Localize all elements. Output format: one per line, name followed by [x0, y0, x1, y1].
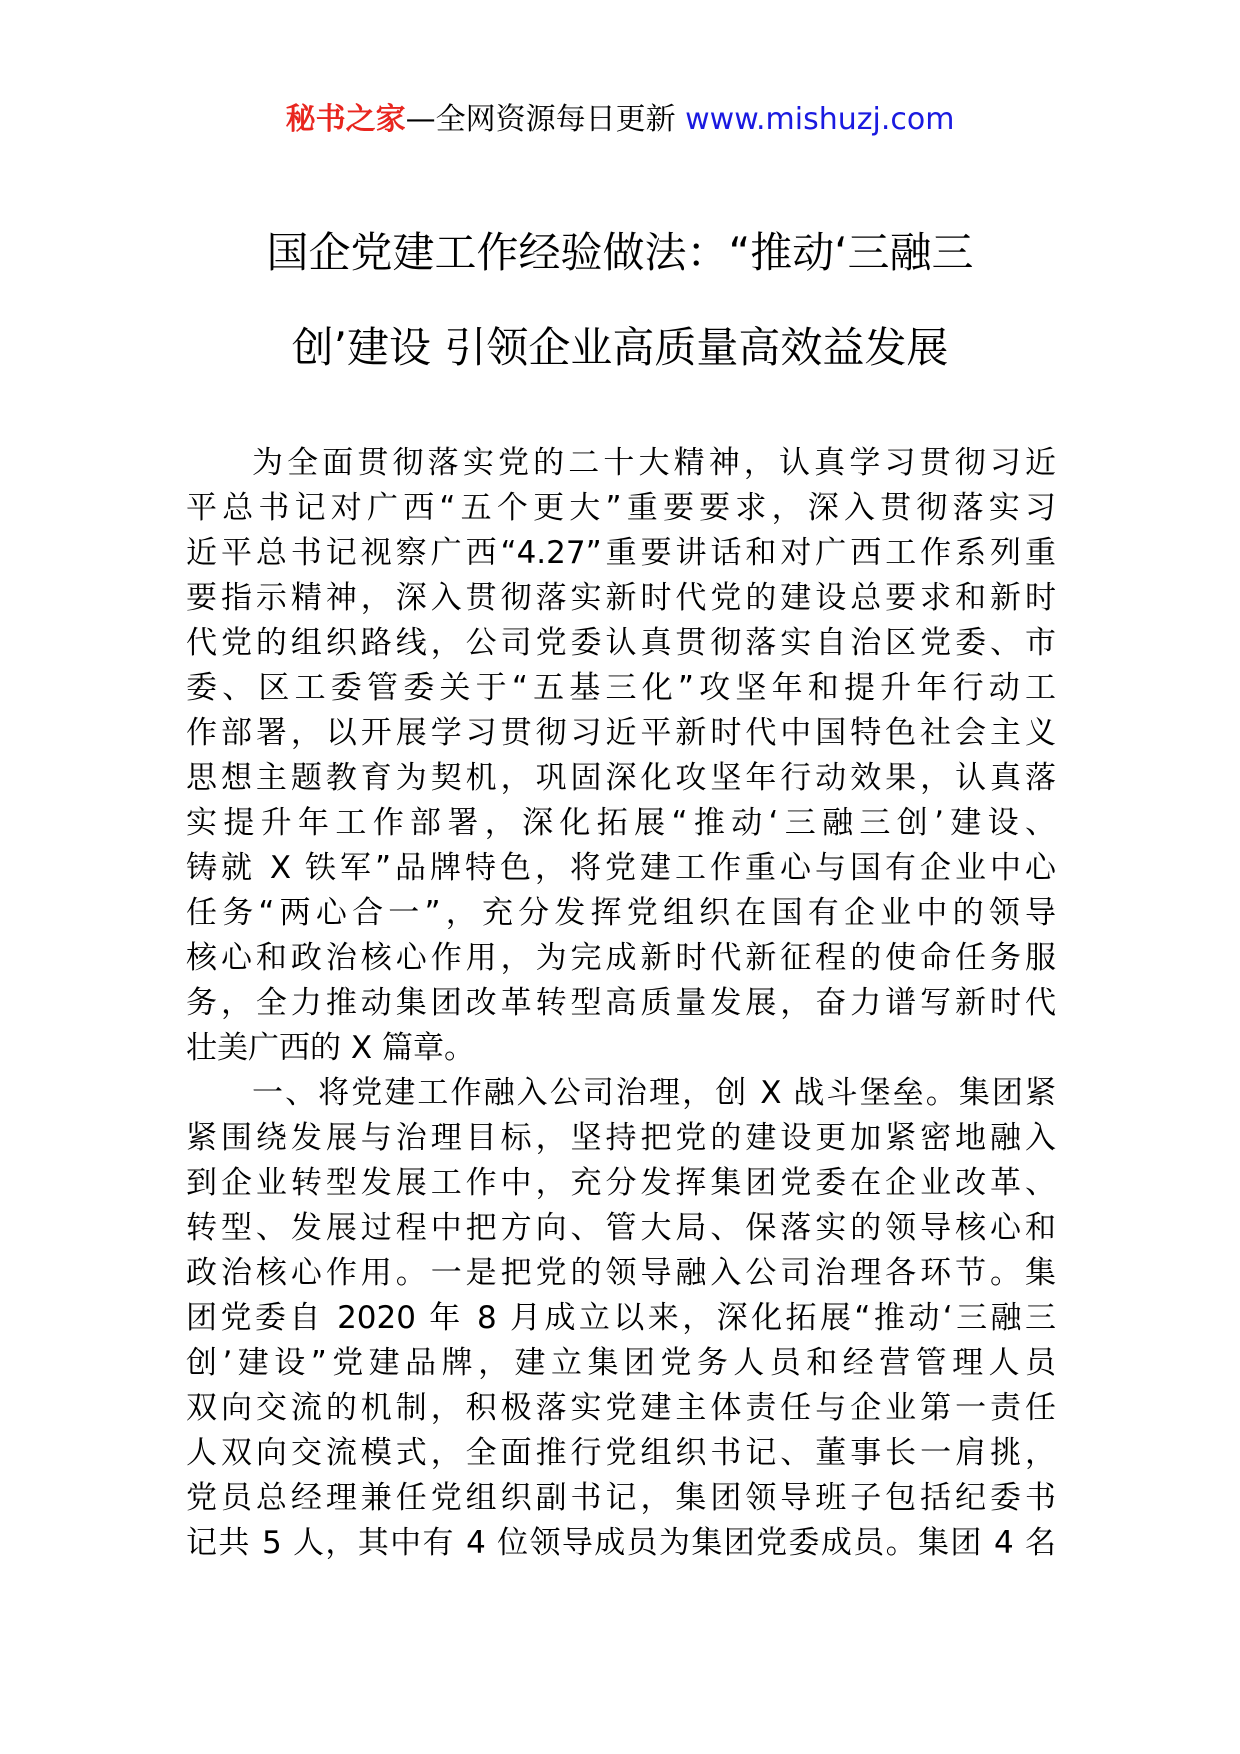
body-line: 转型、发展过程中把方向、管大局、保落实的领导核心和	[186, 1210, 1056, 1246]
body-line: 铸就 X 铁军”品牌特色，将党建工作重心与国有企业中心	[186, 850, 1056, 886]
body-line: 党员总经理兼任党组织副书记，集团领导班子包括纪委书	[186, 1480, 1056, 1516]
body-line: 壮美广西的 X 篇章。	[186, 1030, 475, 1066]
document-title	[150, 205, 1090, 395]
body-line: 人双向交流模式，全面推行党组织书记、董事长一肩挑，	[186, 1435, 1056, 1471]
body-line: 记共 5 人，其中有 4 位领导成员为集团党委成员。集团 4 名	[186, 1525, 1056, 1561]
body-line: 代党的组织路线，公司党委认真贯彻落实自治区党委、市	[186, 625, 1056, 661]
body-line: 政治核心作用。一是把党的领导融入公司治理各环节。集	[186, 1255, 1056, 1291]
title-line-2: 创’建设 引领企业高质量高效益发展	[291, 323, 949, 372]
site-url-link[interactable]: www.mishuzj.com	[685, 102, 955, 137]
body-line: 近平总书记视察广西“4.27”重要讲话和对广西工作系列重	[186, 535, 1056, 571]
body-line: 平总书记对广西“五个更大”重要要求，深入贯彻落实习	[186, 490, 1056, 526]
body-line: 创’建设”党建品牌，建立集团党务人员和经营管理人员	[186, 1345, 1056, 1381]
title-line-1: 国企党建工作经验做法：“推动‘三融三	[266, 228, 974, 277]
body-line: 紧围绕发展与治理目标，坚持把党的建设更加紧密地融入	[186, 1120, 1056, 1156]
site-header	[0, 100, 1240, 140]
body-line: 要指示精神，深入贯彻落实新时代党的建设总要求和新时	[186, 580, 1056, 616]
body-line: 核心和政治核心作用，为完成新时代新征程的使命任务服	[186, 940, 1056, 976]
body-line: 思想主题教育为契机，巩固深化攻坚年行动效果，认真落	[186, 760, 1056, 796]
document-body	[186, 441, 1056, 1566]
body-line: 为全面贯彻落实党的二十大精神，认真学习贯彻习近	[252, 445, 1056, 481]
site-tagline: —全网资源每日更新	[405, 102, 686, 137]
body-line: 团党委自 2020 年 8 月成立以来，深化拓展“推动‘三融三	[186, 1300, 1056, 1336]
body-line: 任务“两心合一”，充分发挥党组织在国有企业中的领导	[186, 895, 1056, 931]
body-line: 一、将党建工作融入公司治理，创 X 战斗堡垒。集团紧	[252, 1075, 1056, 1111]
body-line: 双向交流的机制，积极落实党建主体责任与企业第一责任	[186, 1390, 1056, 1426]
body-line: 作部署，以开展学习贯彻习近平新时代中国特色社会主义	[186, 715, 1056, 751]
site-brand: 秘书之家	[285, 102, 406, 137]
body-line: 委、区工委管委关于“五基三化”攻坚年和提升年行动工	[186, 670, 1056, 706]
body-line: 实提升年工作部署，深化拓展“推动‘三融三创’建设、	[186, 805, 1056, 841]
body-line: 到企业转型发展工作中，充分发挥集团党委在企业改革、	[186, 1165, 1056, 1201]
body-line: 务，全力推动集团改革转型高质量发展，奋力谱写新时代	[186, 985, 1056, 1021]
